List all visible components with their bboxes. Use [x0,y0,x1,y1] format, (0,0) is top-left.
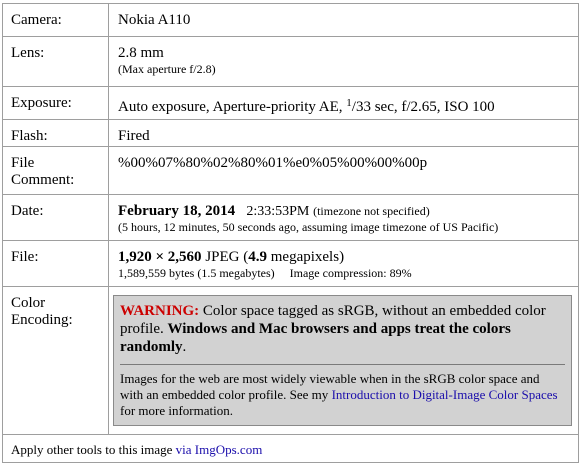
warning-divider [120,364,565,365]
warning-end: . [182,339,187,355]
info-paragraph [120,371,565,419]
flash-value: Fired [109,120,579,147]
file-dimensions: 1,920 × 2,560 [118,249,202,265]
date-timezone: (timezone not specified) [313,204,430,218]
exposure-fraction-rest: /33 sec, f/2.65, ISO 100 [351,99,495,115]
warning-bold: Windows and Mac browsers and apps treat the colors randomly [120,321,511,355]
exposure-value [109,87,579,120]
imgops-link[interactable]: via ImgOps.com [175,442,263,457]
row-flash [3,120,579,147]
color-encoding-label-line1: Color [11,295,46,311]
file-mp-close: megapixels) [270,249,345,265]
row-date [3,195,579,241]
file-compression: Image compression: 89% [289,266,412,280]
exposure-label: Exposure: [3,87,109,120]
lens-value-cell [109,37,579,87]
camera-label: Camera: [3,4,109,37]
row-file [3,241,579,287]
exposure-mode: Auto exposure, Aperture-priority AE, [118,99,347,115]
date-value-cell [109,195,579,241]
file-comment-label-line1: File [11,155,35,171]
row-file-comment [3,147,579,195]
warning-text: Color space tagged as sRGB, without an embedded color profile. [120,303,546,337]
lens-label: Lens: [3,37,109,87]
file-megapixels: 4.9 [248,249,267,265]
flash-label: Flash: [3,120,109,147]
footer-text: Apply other tools to this image [11,442,173,457]
row-lens [3,37,579,87]
file-bytes: 1,589,559 bytes (1.5 megabytes) [118,266,275,280]
file-mp-open: ( [243,249,249,265]
warning-paragraph [120,302,565,356]
camera-value: Nokia A110 [109,4,579,37]
date-label: Date: [3,195,109,241]
color-encoding-label-line2: Encoding: [11,312,73,328]
file-format: JPEG [205,249,240,265]
row-color-encoding [3,287,579,435]
row-exposure [3,87,579,120]
exif-table [2,3,579,463]
file-label: File: [3,241,109,287]
file-comment-label-line2: Comment: [11,172,75,188]
file-comment-label [3,147,109,195]
info-text: Images for the web are most widely viewable when in the sRGB color space and with an embedded color profile. See my [120,371,540,402]
date-ago: (5 hours, 12 minutes, 50 seconds ago, assuming image timezone of US Pacific) [118,220,499,234]
file-comment-value: %00%07%80%02%80%01%e0%05%00%00%00p [109,147,579,195]
date-time: 2:33:53PM [246,204,310,219]
color-spaces-link[interactable]: Introduction to Digital-Image Color Spaces [331,387,558,402]
color-encoding-value-cell [109,287,579,435]
warning-box [113,295,572,426]
color-encoding-label [3,287,109,435]
info-text-end: for more information. [120,403,233,418]
lens-note: (Max aperture f/2.8) [118,62,216,76]
row-camera [3,4,579,37]
lens-value: 2.8 mm [118,45,164,61]
exposure-fraction-numerator: 1 [346,97,352,109]
warning-title: WARNING: [120,303,200,319]
file-value-cell [109,241,579,287]
date-bold: February 18, 2014 [118,203,236,219]
